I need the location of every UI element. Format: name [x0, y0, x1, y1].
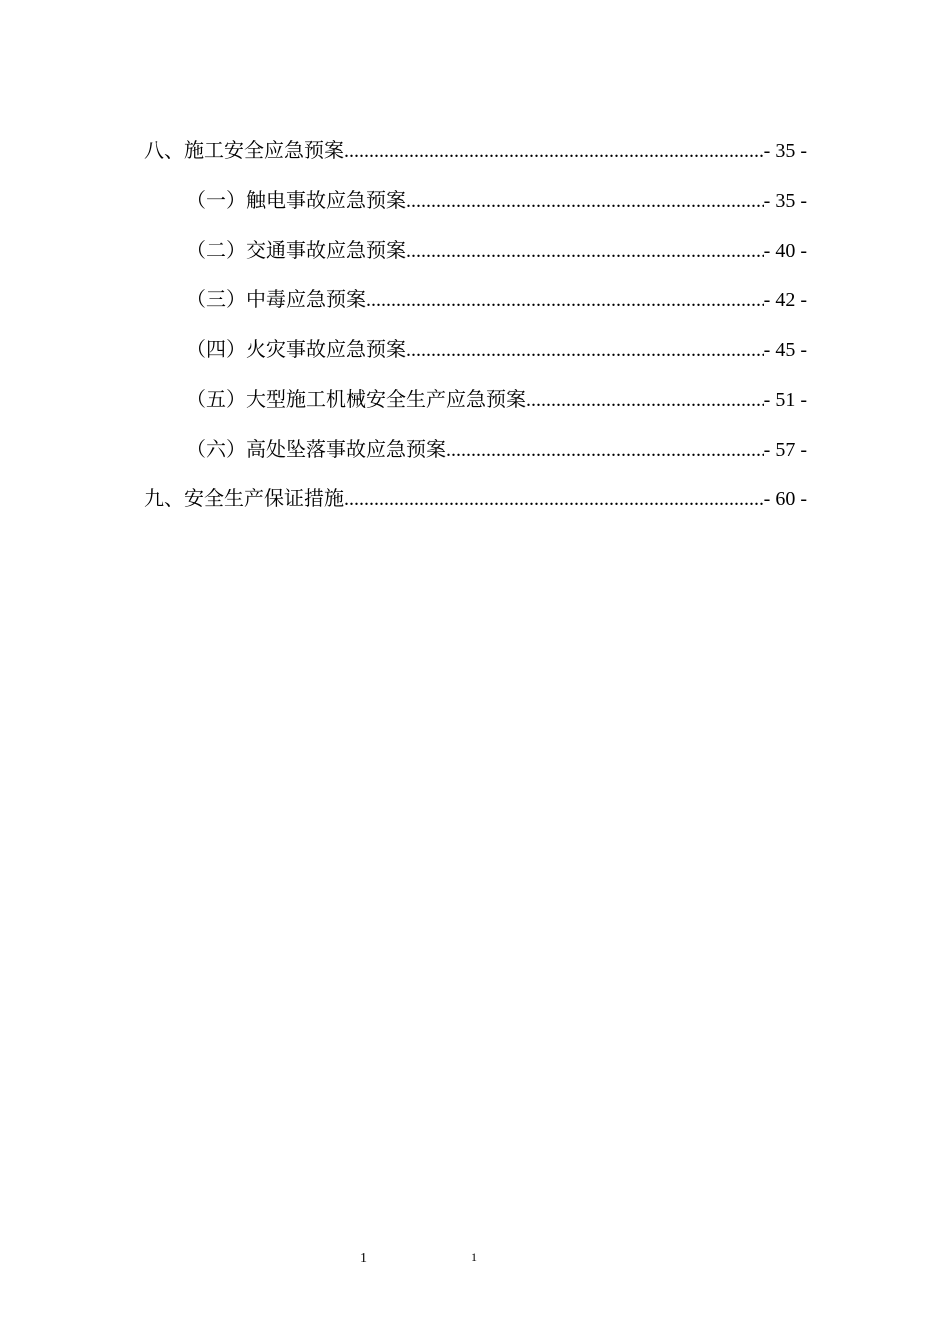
toc-entry-title: 八、施工安全应急预案: [144, 140, 344, 162]
footer-page-number: 1: [471, 1250, 477, 1264]
toc-entry-title: （一）触电事故应急预案: [186, 190, 406, 212]
toc-entry-title: （五）大型施工机械安全生产应急预案: [186, 389, 526, 411]
toc-entry-page: - 60 -: [763, 488, 807, 510]
toc-entry-title: 九、安全生产保证措施: [144, 488, 344, 510]
toc-entry[interactable]: [186, 385, 807, 415]
toc-dot-leader: [344, 136, 764, 166]
toc-entry-title: （六）高处坠落事故应急预案: [186, 439, 446, 461]
toc-dot-leader: [446, 435, 764, 465]
toc-entry-page: - 42 -: [763, 289, 807, 311]
toc-entry-page: - 35 -: [763, 190, 807, 212]
toc-dot-leader: [406, 236, 764, 266]
toc-entry-page: - 35 -: [763, 140, 807, 162]
toc-dot-leader: [526, 385, 764, 415]
toc-dot-leader: [406, 335, 764, 365]
toc-entry[interactable]: [186, 435, 807, 465]
toc-entry-page: - 45 -: [763, 339, 807, 361]
toc-entry-page: - 57 -: [763, 439, 807, 461]
toc-entry-title: （三）中毒应急预案: [186, 289, 366, 311]
toc-entry-title: （四）火灾事故应急预案: [186, 339, 406, 361]
toc-entry-page: - 51 -: [763, 389, 807, 411]
toc-entry[interactable]: [186, 236, 807, 266]
toc-dot-leader: [366, 285, 764, 315]
toc-entry[interactable]: [144, 484, 807, 514]
toc-entry[interactable]: [144, 136, 807, 166]
toc-dot-leader: [406, 186, 764, 216]
footer-page-number: 1: [360, 1251, 367, 1266]
toc-entry[interactable]: [186, 186, 807, 216]
toc-entry[interactable]: [186, 335, 807, 365]
toc-entry-title: （二）交通事故应急预案: [186, 240, 406, 262]
toc-dot-leader: [344, 484, 764, 514]
toc-entry[interactable]: [186, 285, 807, 315]
toc-entry-page: - 40 -: [763, 240, 807, 262]
